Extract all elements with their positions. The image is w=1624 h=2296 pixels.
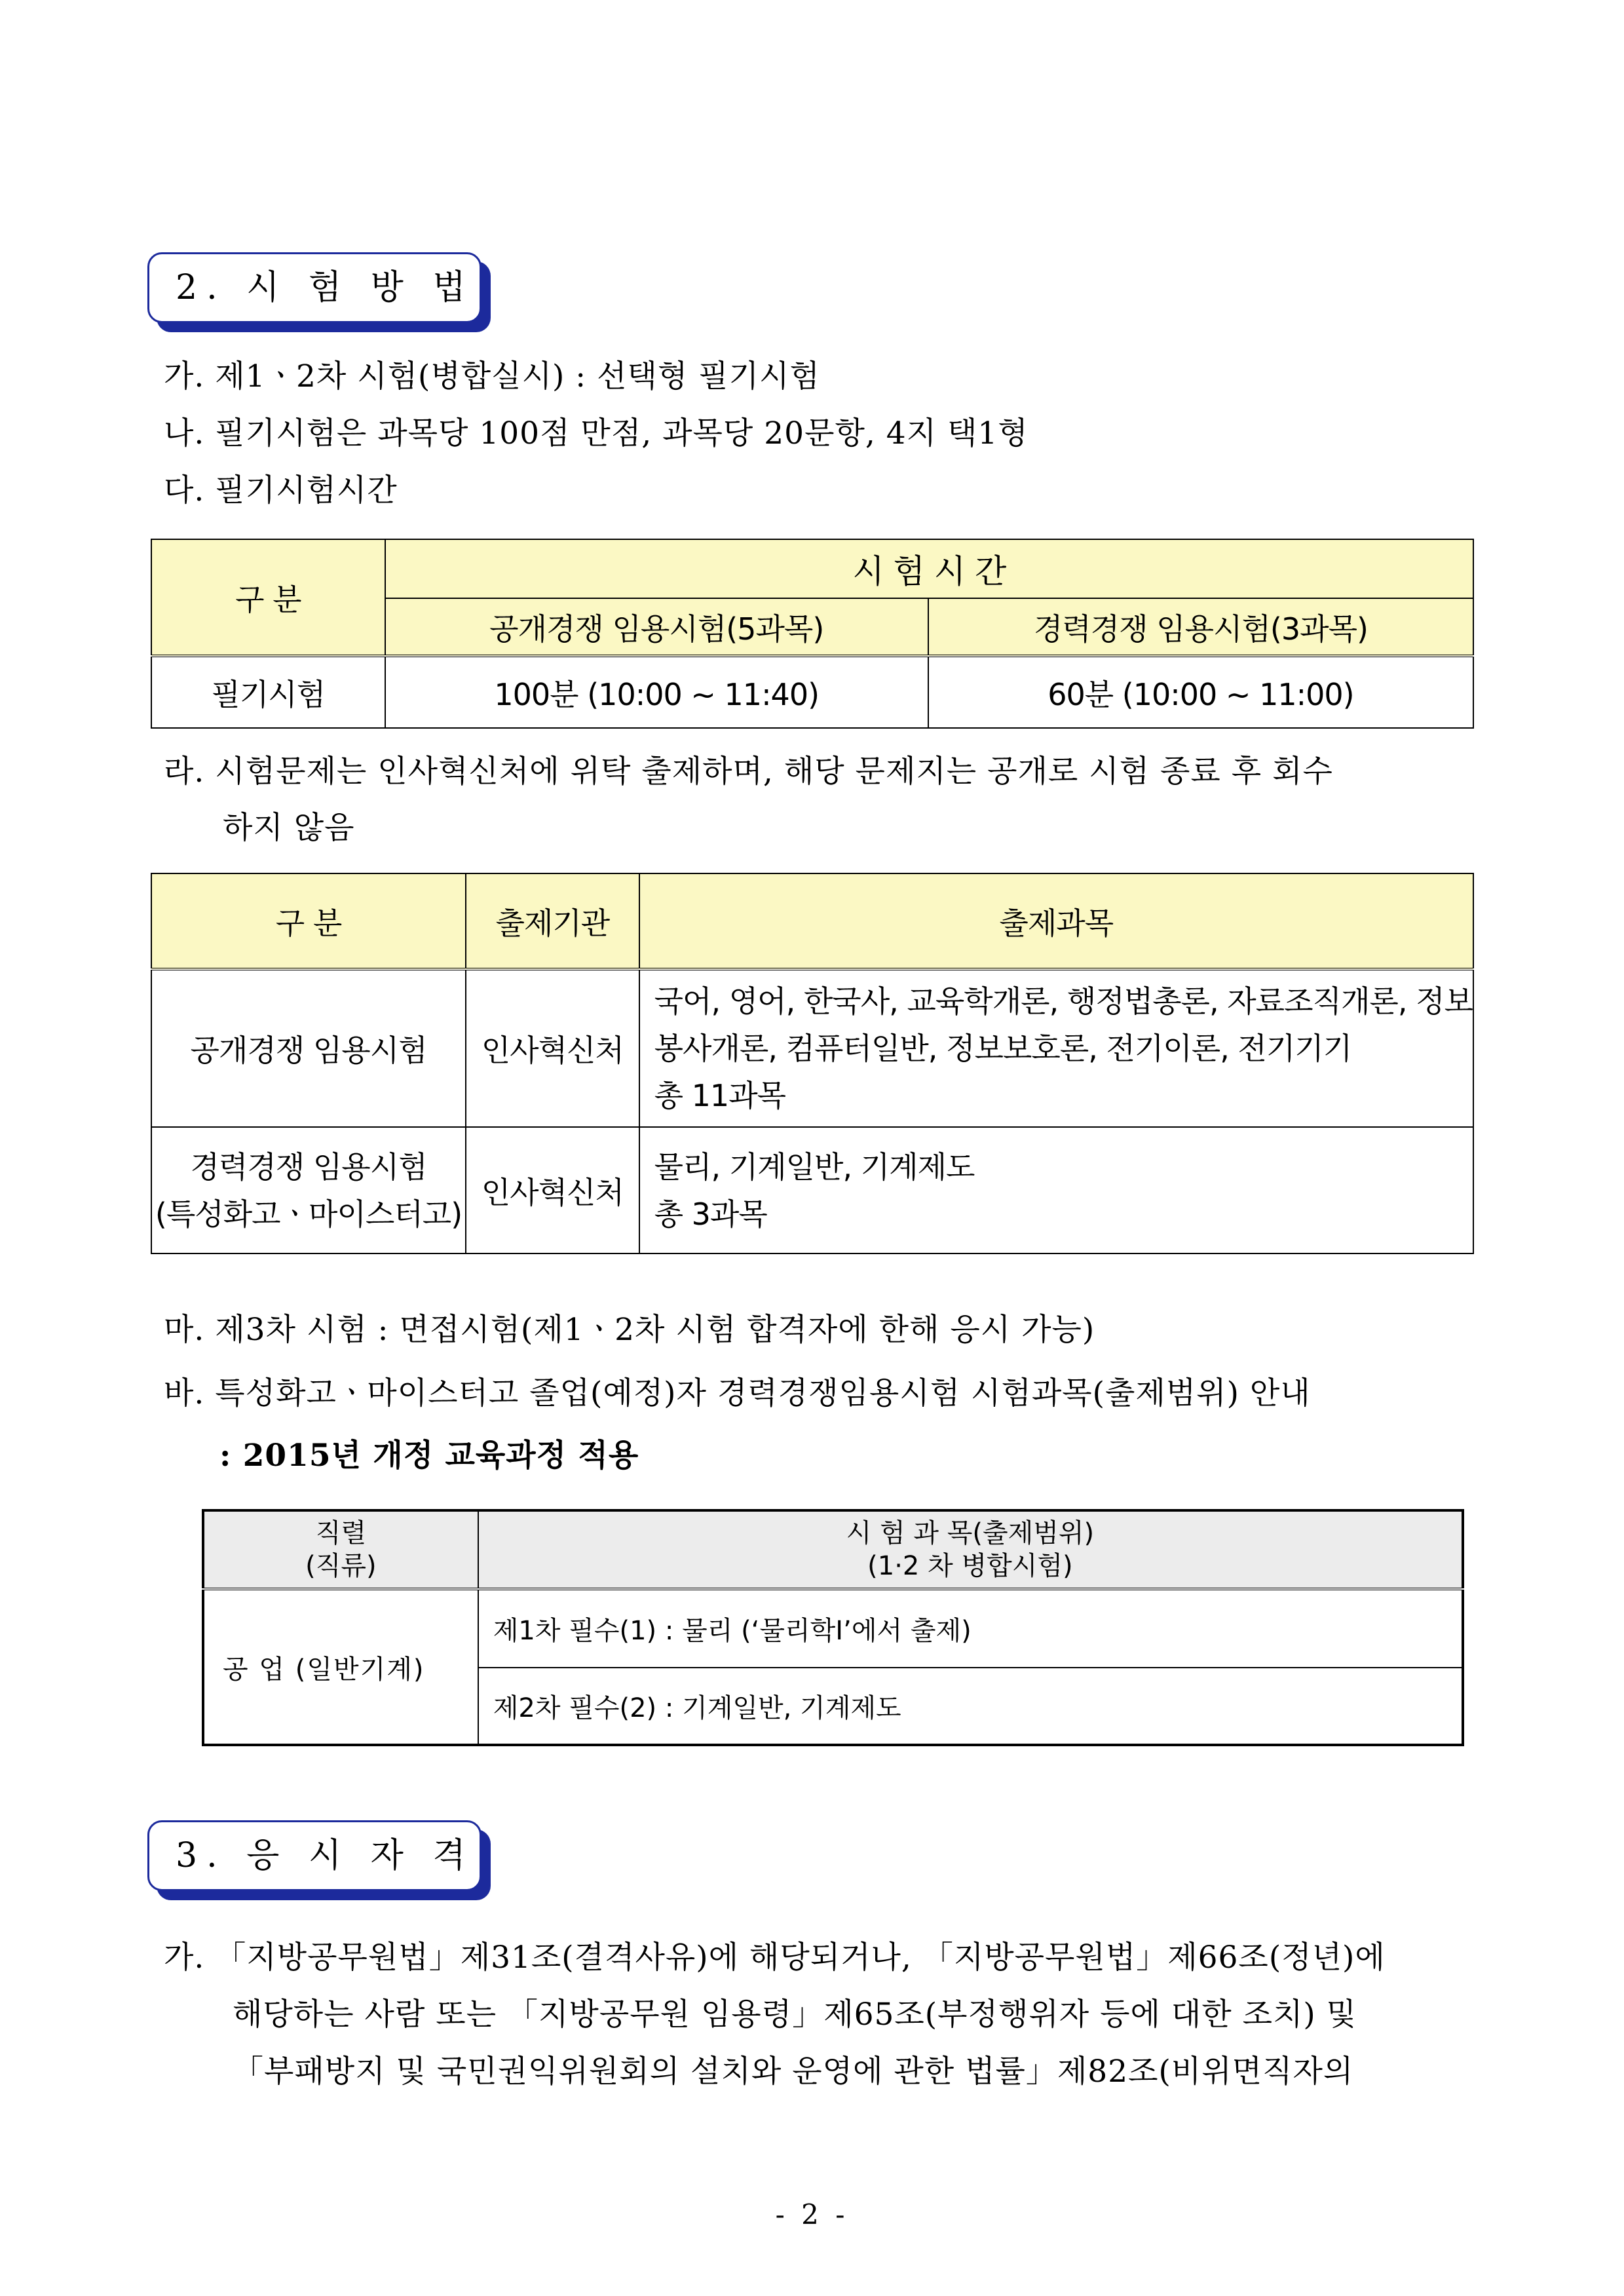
header-category: 구 분 [151,539,385,656]
row-first-exam-subjects: 제1차 필수(1) : 물리 (‘물리학Ⅰ’에서 출제) [478,1589,1463,1668]
line-3-ga-2: 해당하는 사람 또는 「지방공무원 임용령」제65조(부정행위자 등에 대한 조치) 및 [233,1997,1357,2033]
subjects-line-1: 물리, 기계일반, 기계제도 [654,1149,975,1185]
line-ra-1: 라. 시험문제는 인사혁신처에 위탁 출제하며, 해당 문제지는 공개로 시험 종료 후 회수 [164,754,1333,790]
header-category: 구 분 [151,873,466,969]
header-exam-time: 시 험 시 간 [385,539,1473,598]
row-open-subjects [639,969,1473,1127]
row-career-category [151,1127,466,1253]
category-line-2: (특성화고ㆍ마이스터고) [155,1196,463,1232]
header-subjects-line-1: 시 험 과 목(출제범위) [846,1518,1095,1548]
page-number: - 2 - [775,2198,849,2230]
exam-subjects-table [151,873,1474,1254]
section-2-title: 2. 시 험 방 법 [147,252,482,323]
header-organization: 출제기관 [466,873,639,969]
line-da: 다. 필기시험시간 [164,472,398,508]
category-line-1: 경력경쟁 임용시험 [190,1149,427,1185]
row-career-time: 60분 (10:00 ~ 11:00) [928,656,1473,728]
line-ga: 가. 제1ㆍ2차 시험(병합실시) : 선택형 필기시험 [164,358,820,394]
row-written-exam-label: 필기시험 [151,656,385,728]
line-3-ga: 가. 「지방공무원법」제31조(결격사유)에 해당되거나, 「지방공무원법」제66조(정년)에 [164,1940,1386,1976]
line-ma: 마. 제3차 시험 : 면접시험(제1ㆍ2차 시험 합격자에 한해 응시 가능) [164,1312,1095,1348]
line-ra-2: 하지 않음 [223,810,355,846]
line-3-ga-3: 「부패방지 및 국민권익위원회의 설치와 운영에 관한 법률」제82조(비위면직자의 [233,2054,1354,2090]
line-ba-sub: : 2015년 개정 교육과정 적용 [219,1438,639,1474]
subjects-line-1: 국어, 영어, 한국사, 교육학개론, 행정법총론, 자료조직개론, 정보 [654,984,1473,1019]
exam-time-table [151,539,1474,729]
header-subjects-line-2: (1·2 차 병합시험) [867,1551,1073,1581]
row-open-organization: 인사혁신처 [466,969,639,1127]
header-open-competition: 공개경쟁 임용시험(5과목) [385,598,928,656]
header-job-line-1: 직렬 [315,1518,367,1548]
line-ba: 바. 특성화고ㆍ마이스터고 졸업(예정)자 경력경쟁임용시험 시험과목(출제범위) 안내 [164,1375,1311,1411]
header-subjects: 출제과목 [639,873,1473,969]
row-second-exam-subjects: 제2차 필수(2) : 기계일반, 기계제도 [478,1668,1463,1745]
row-job-industry: 공 업 (일반기계) [203,1589,478,1745]
subjects-line-3: 총 11과목 [654,1078,786,1113]
row-open-category: 공개경쟁 임용시험 [151,969,466,1127]
subjects-line-2: 총 3과목 [654,1196,767,1232]
header-job-series [203,1510,478,1589]
subjects-line-2: 봉사개론, 컴퓨터일반, 정보보호론, 전기이론, 전기기기 [654,1031,1352,1066]
row-open-time: 100분 (10:00 ~ 11:40) [385,656,928,728]
section-3-title: 3. 응 시 자 격 [147,1820,482,1891]
header-job-line-2: (직류) [305,1551,377,1581]
line-na: 나. 필기시험은 과목당 100점 만점, 과목당 20문항, 4지 택1형 [164,415,1029,451]
row-career-subjects [639,1127,1473,1253]
header-career-competition: 경력경쟁 임용시험(3과목) [928,598,1473,656]
row-career-organization: 인사혁신처 [466,1127,639,1253]
header-exam-subjects [478,1510,1463,1589]
career-exam-subjects-table [202,1509,1464,1746]
